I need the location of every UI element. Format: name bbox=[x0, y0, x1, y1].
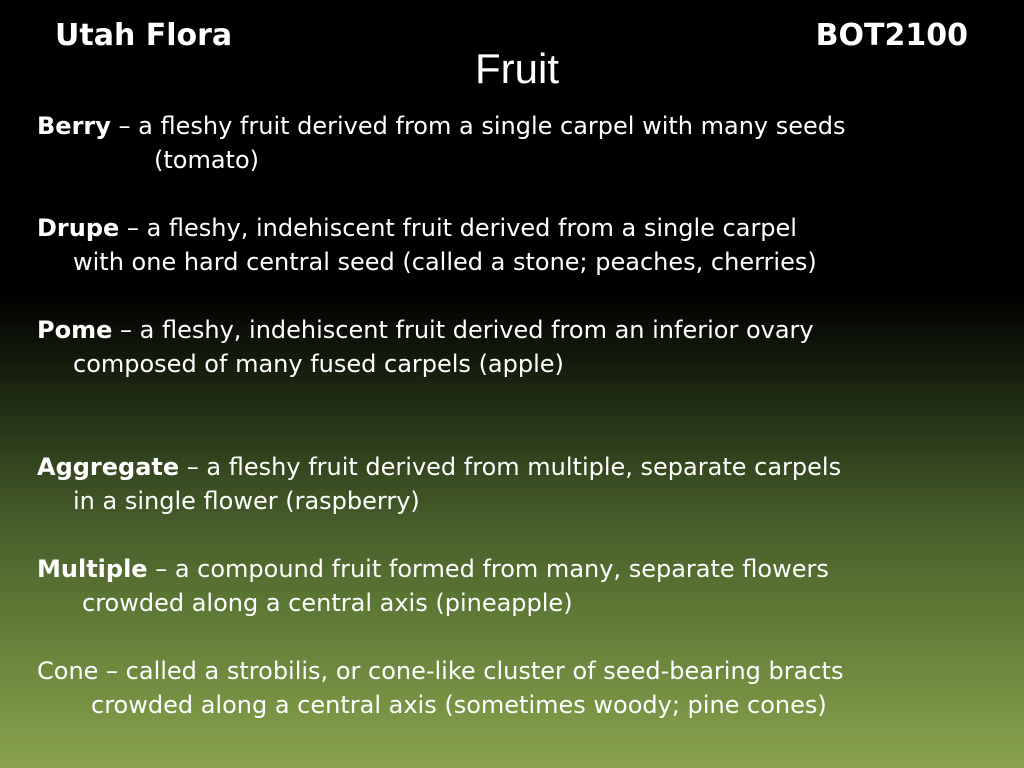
definition-cone bbox=[37, 654, 843, 722]
definition-continuation: (tomato) bbox=[154, 146, 259, 174]
definition-text: – a fleshy fruit derived from a single carpel with many seeds bbox=[110, 112, 846, 140]
definition-pome bbox=[37, 313, 814, 381]
term-label: Aggregate bbox=[37, 453, 180, 481]
definition-drupe bbox=[37, 211, 817, 279]
definition-aggregate bbox=[37, 450, 841, 518]
definition-berry bbox=[37, 109, 846, 177]
definition-text: – a fleshy, indehiscent fruit derived from an inferior ovary bbox=[112, 316, 814, 344]
definition-continuation: crowded along a central axis (pineapple) bbox=[82, 589, 573, 617]
term-label: Pome bbox=[37, 316, 113, 344]
term-label: Multiple bbox=[37, 555, 148, 583]
slide-title: Fruit bbox=[475, 45, 559, 92]
definition-text: – a compound fruit formed from many, separate flowers bbox=[147, 555, 829, 583]
definition-first-line bbox=[37, 211, 817, 245]
course-code: BOT2100 bbox=[815, 18, 968, 53]
definition-continuation: composed of many fused carpels (apple) bbox=[73, 350, 564, 378]
definition-first-line bbox=[37, 109, 846, 143]
definition-text: – a fleshy, indehiscent fruit derived from a single carpel bbox=[119, 214, 797, 242]
term-label: Drupe bbox=[37, 214, 120, 242]
definition-first-line: Cone – called a strobilis, or cone-like cluster of seed-bearing bracts bbox=[37, 657, 844, 685]
term-label: Berry bbox=[37, 112, 111, 140]
definition-multiple bbox=[37, 552, 829, 620]
definition-first-line bbox=[37, 552, 829, 586]
definition-continuation: crowded along a central axis (sometimes woody; pine cones) bbox=[91, 691, 827, 719]
course-title: Utah Flora bbox=[55, 18, 233, 53]
definition-first-line bbox=[37, 450, 841, 484]
definition-continuation: with one hard central seed (called a stone; peaches, cherries) bbox=[73, 248, 817, 276]
definition-continuation: in a single flower (raspberry) bbox=[73, 487, 420, 515]
definition-text: – a fleshy fruit derived from multiple, separate carpels bbox=[179, 453, 842, 481]
definition-first-line bbox=[37, 313, 814, 347]
